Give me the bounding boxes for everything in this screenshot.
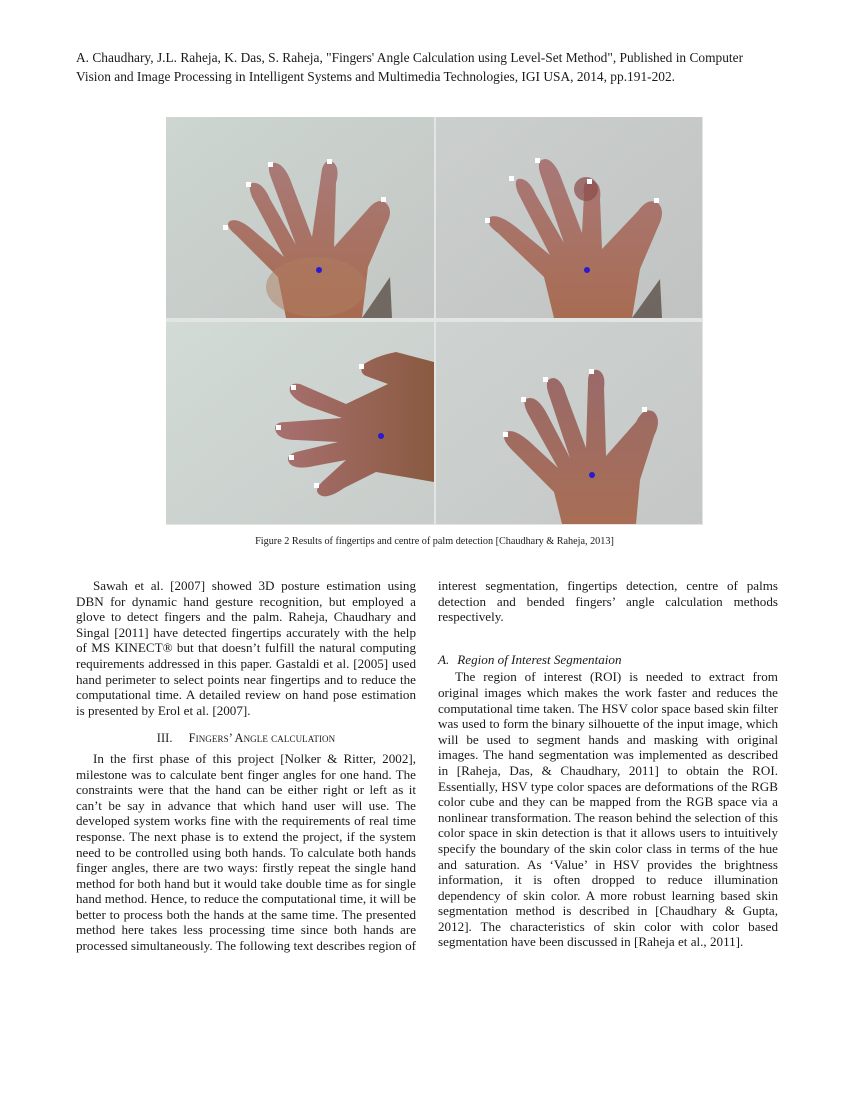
palm-centre-marker	[316, 267, 322, 273]
right-column	[438, 578, 778, 950]
figure-caption: Figure 2 Results of fingertips and centre of palm detection [Chaudhary & Raheja, 2013]	[255, 536, 614, 547]
figure-panel-open-hand-1	[166, 117, 434, 318]
paragraph: Sawah et al. [2007] showed 3D posture estimation using DBN for dynamic hand gesture recognition, but employed a glove to detect fingers and the palm. Raheja, Chaudhary and Singal [2011] have detected fingertips accurately with the help of MS KINECT® but that doesn’t fulfill the natural computing requirements addressed in this paper. Gastaldi et al. [2005] used hand perimeter to select points near fingertips and to reduce the computational time. A detailed review on hand pose estimation is presented by Erol et al. [2007].	[76, 578, 416, 718]
subsection-letter: A.	[438, 651, 450, 667]
paragraph: interest segmentation, fingertips detection, centre of palms detection and bended fingers’ angle calculation methods respectively.	[438, 578, 778, 625]
paragraph: The region of interest (ROI) is needed to extract from original images which makes the work faster and reduces the computational time taken. The HSV color space based skin filter was used to form the binary silhouette of the input image, which will be used to segment hands and masking with original images. The hand segmentation was implemented as described in [Raheja, Das, & Chaudhary, 2011] to obtain the ROI. Essentially, HSV type color spaces are deformations of the RGB color cube and they can be mapped from the RGB space via a nonlinear transformation. The reason behind the selection of this color space in skin detection is that it allows users to intuitively specify the boundary of the skin color class in terms of the hue and saturation. As ‘Value’ in HSV provides the brightness information, it is often dropped to reduce illumination dependency of skin color. A more robust learning based skin segmentation method is described in [Chaudhary & Gupta, 2012]. The characteristics of skin color with color based segmentation have been discussed in [Raheja et al., 2011].	[438, 669, 778, 950]
figure-2	[166, 117, 703, 525]
hand-photo	[436, 117, 702, 318]
palm-centre-marker	[589, 472, 595, 478]
hand-photo	[166, 322, 434, 524]
hand-photo	[436, 322, 702, 524]
paragraph: In the first phase of this project [Nolker & Ritter, 2002], milestone was to calculate bent finger angles for one hand. The constraints were that the hand can be either right or left as it can’t be say in advance that which hand user will use. The developed system works fine with the requirements of real time response. The next phase is to extend the project, if the system need to be controlled using both hands. To calculate both hands finger angles, there are two ways: firstly repeat the single hand method for both hand but it would take double time as for single hand method. Hence, to reduce the computational time, it will be better to process both the hands at the same time. The presented method here takes less processing time since both hands are processed simultaneously. The following text describes region of	[76, 750, 416, 954]
subsection-heading	[438, 652, 778, 668]
section-title: Fingers’ Angle calculation	[188, 731, 336, 746]
palm-centre-marker	[584, 267, 590, 273]
figure-panel-open-hand-2	[436, 117, 702, 318]
figure-panel-open-hand-3	[436, 322, 702, 524]
section-heading	[76, 731, 416, 747]
section-number: III.	[156, 731, 173, 746]
subsection-title: Region of Interest Segmentaion	[457, 651, 622, 667]
hand-photo	[166, 117, 434, 318]
palm-centre-marker	[378, 433, 384, 439]
left-column	[76, 578, 416, 954]
citation-header: A. Chaudhary, J.L. Raheja, K. Das, S. Raheja, "Fingers' Angle Calculation using Level-Set Method", Published in Computer Vision and Image Processing in Intelligent Systems and Multimedia Technologies, IGI USA, 2014, pp.191-202.	[76, 50, 744, 84]
figure-panel-sideways-hand	[166, 322, 434, 524]
